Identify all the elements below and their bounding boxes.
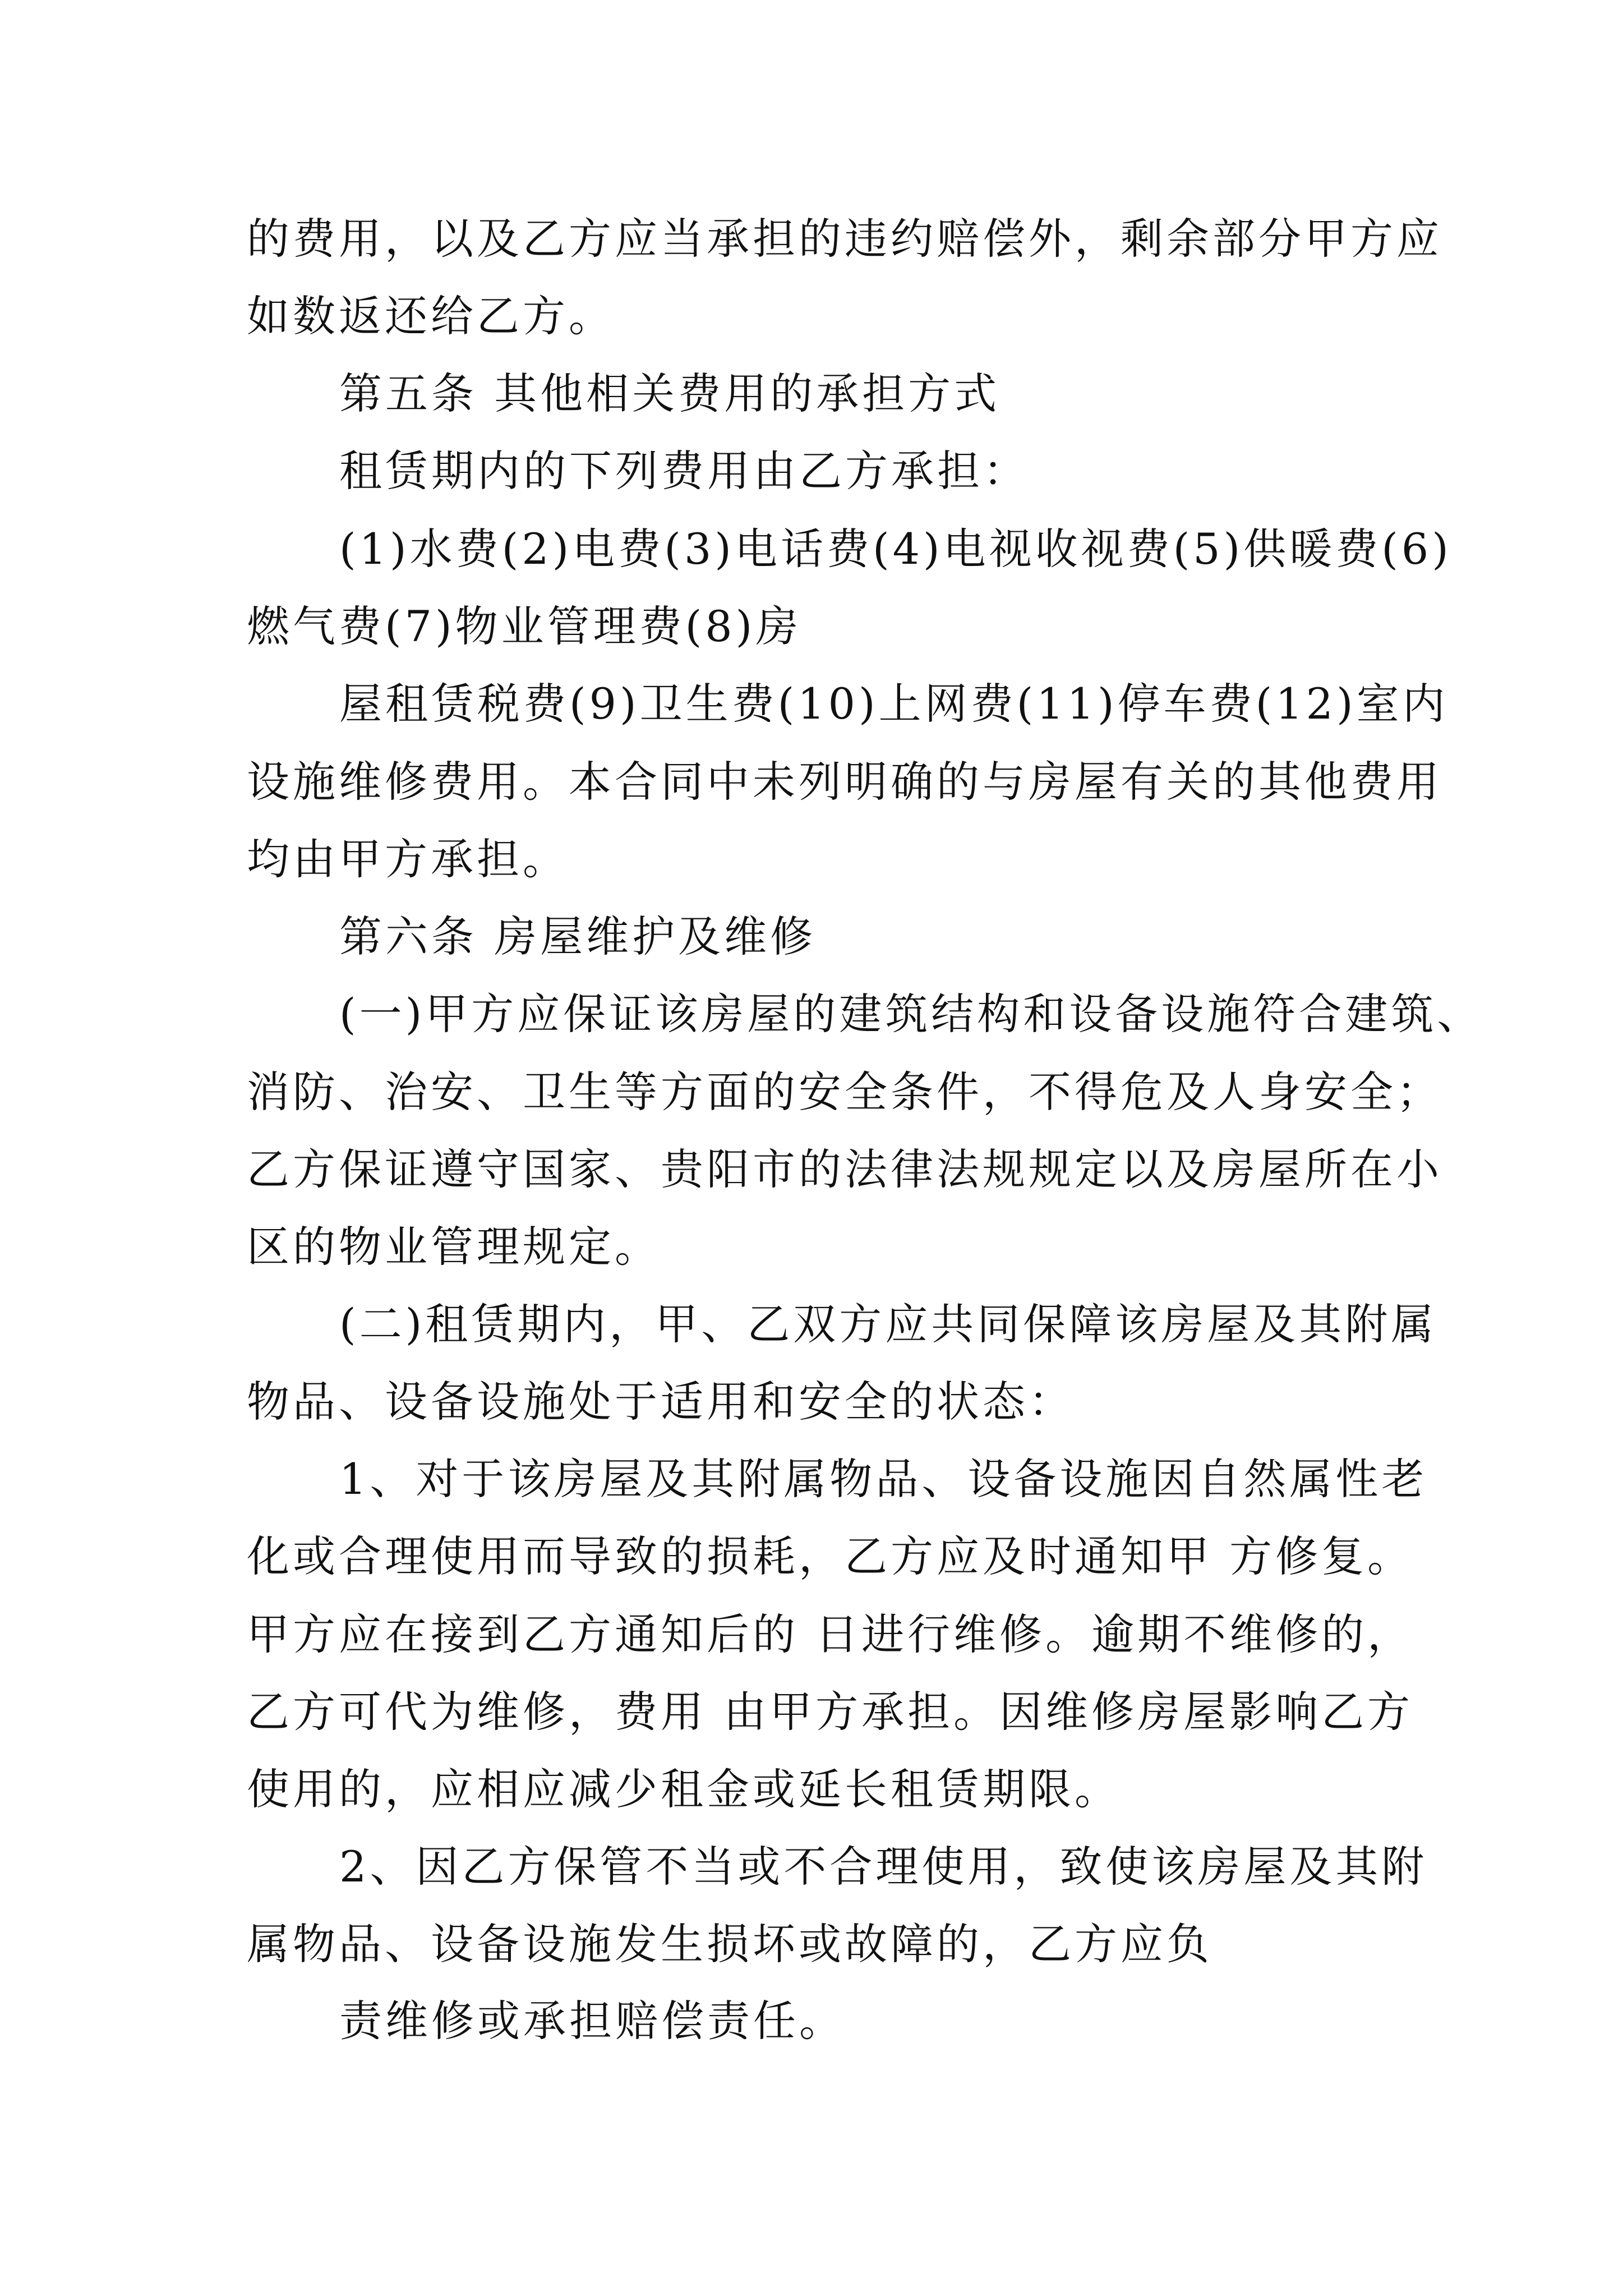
text-line: 甲方应在接到乙方通知后的 日进行维修。逾期不维修的， [247,1609,1414,1659]
section-heading: 第六条 房屋维护及维修 [339,912,817,961]
text-line: 乙方保证遵守国家、贵阳市的法律法规规定以及房屋所在小 [247,1144,1442,1194]
text-line: 如数返还给乙方。 [247,291,615,341]
text-line: 设施维修费用。本合同中未列明确的与房屋有关的其他费用 [247,757,1442,807]
text-line: 乙方可代为维修，费用 由甲方承担。因维修房屋影响乙方 [247,1687,1414,1737]
text-line: 物品、设备设施处于适用和安全的状态： [247,1377,1075,1427]
text-line: 的费用，以及乙方应当承担的违约赔偿外，剩余部分甲方应 [247,214,1442,264]
text-line: 属物品、设备设施发生损坏或故障的，乙方应负 [247,1919,1212,1969]
text-line: 使用的，应相应减少租金或延长租赁期限。 [247,1764,1121,1814]
text-line: 消防、治安、卫生等方面的安全条件，不得危及人身安全； [247,1067,1442,1117]
text-line: 燃气费(7)物业管理费(8)房 [247,601,802,651]
text-line: 均由甲方承担。 [247,834,569,884]
section-heading: 第五条 其他相关费用的承担方式 [339,369,1000,418]
text-line: 屋租赁税费(9)卫生费(10)上网费(11)停车费(12)室内 [339,679,1449,729]
text-line: (一)甲方应保证该房屋的建筑结构和设备设施符合建筑、 [339,989,1483,1039]
text-line: 1、对于该房屋及其附属物品、设备设施因自然属性老 [339,1454,1428,1504]
text-line: 租赁期内的下列费用由乙方承担： [339,446,1029,496]
text-line: (1)水费(2)电费(3)电话费(4)电视收视费(5)供暖费(6) [339,524,1452,574]
text-line: 责维修或承担赔偿责任。 [339,1996,845,2046]
text-line: 区的物业管理规定。 [247,1222,661,1272]
text-line: (二)租赁期内，甲、乙双方应共同保障该房屋及其附属 [339,1299,1437,1349]
text-line: 2、因乙方保管不当或不合理使用，致使该房屋及其附 [339,1842,1428,1892]
text-line: 化或合理使用而导致的损耗，乙方应及时通知甲 方修复。 [247,1531,1414,1581]
